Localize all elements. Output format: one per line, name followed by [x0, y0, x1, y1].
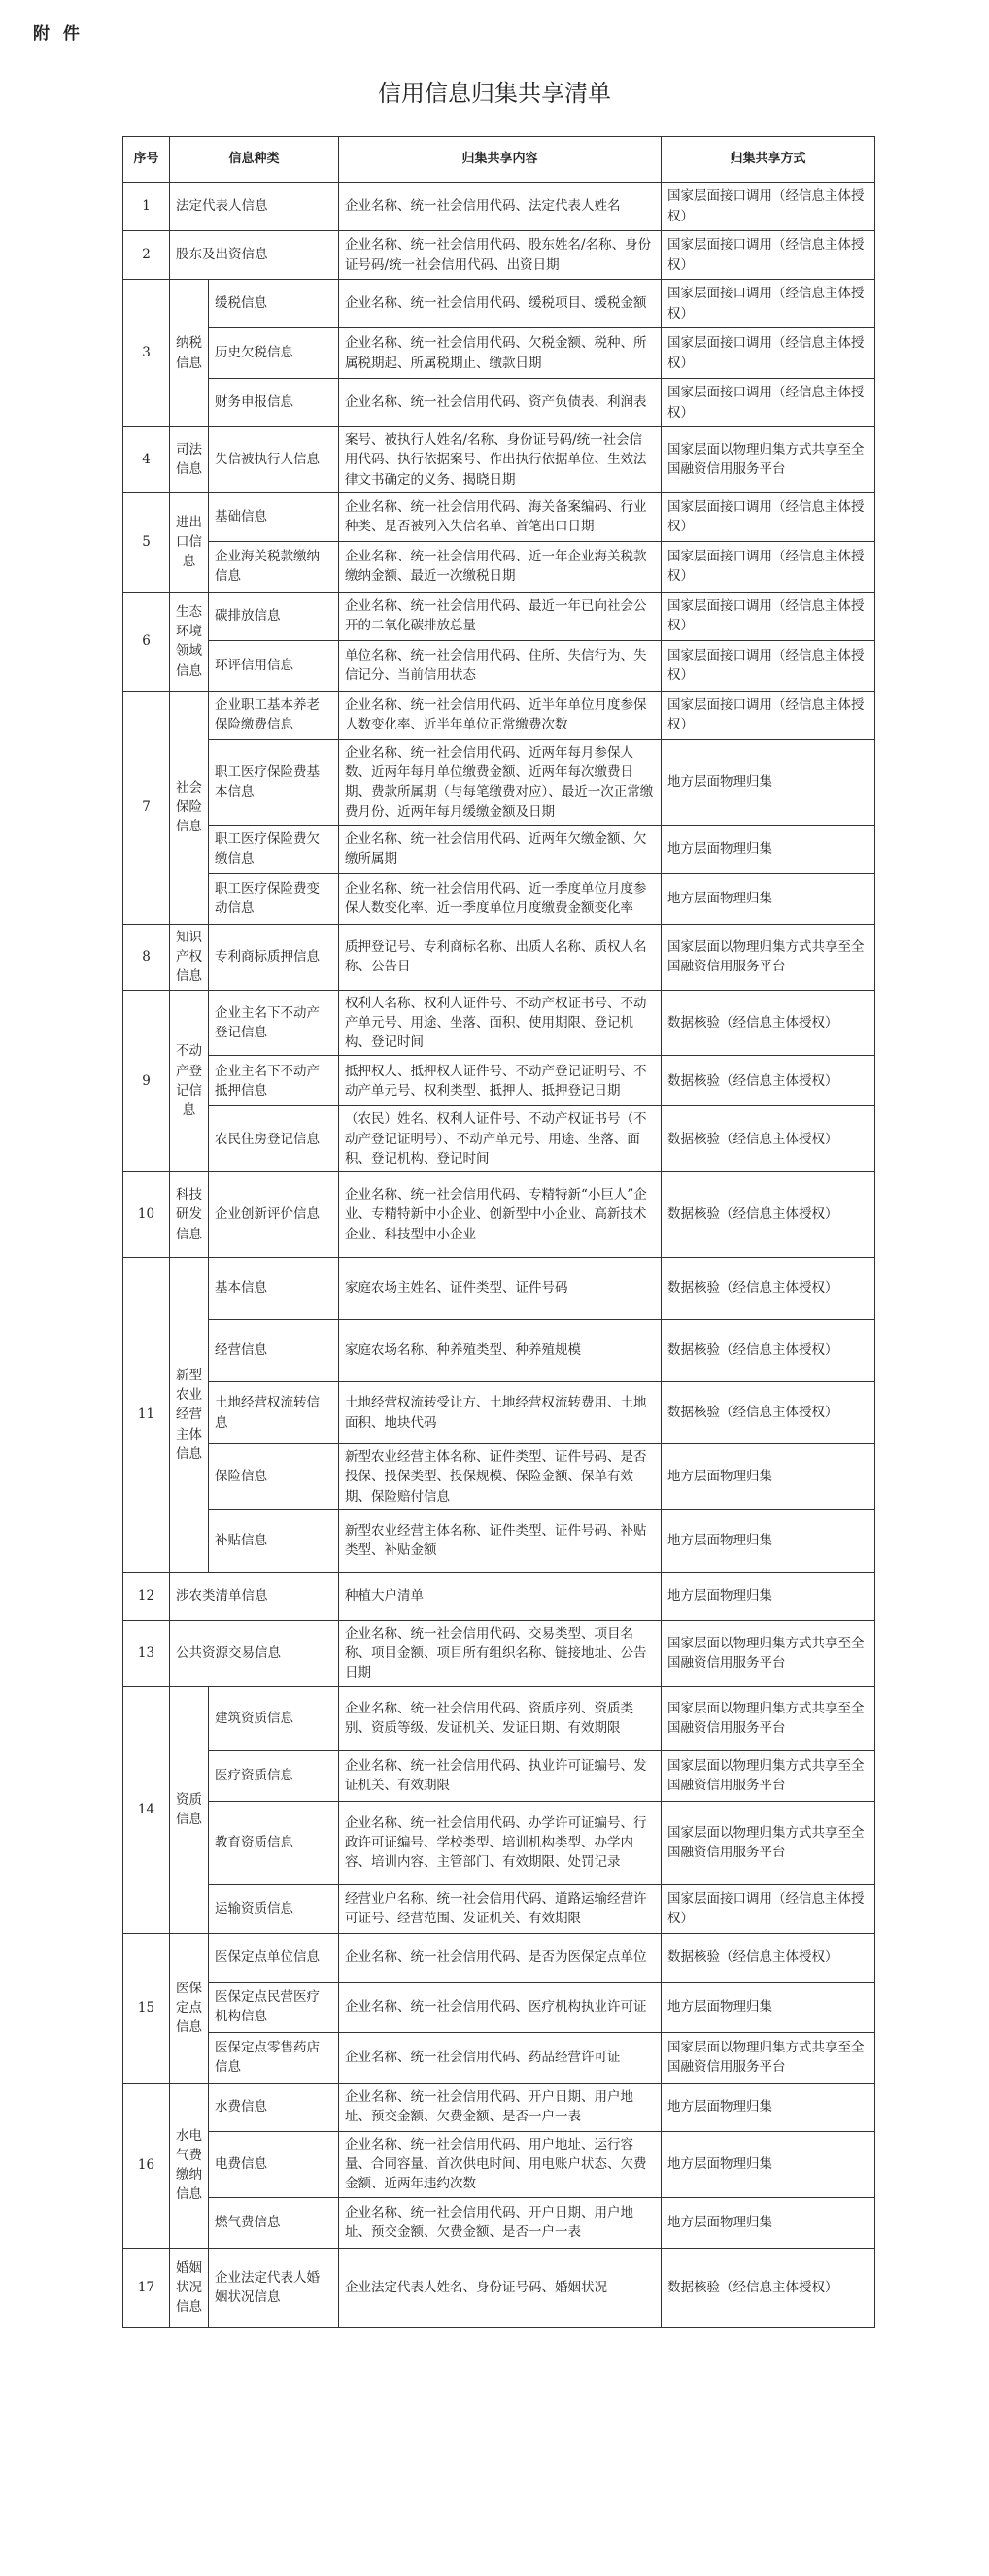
info-subtype: 企业主名下不动产抵押信息 — [209, 1056, 339, 1106]
share-content: 抵押权人、抵押权人证件号、不动产登记证明号、不动产单元号、权利类型、抵押人、抵押登记日期 — [339, 1056, 662, 1106]
row-number: 4 — [123, 427, 170, 493]
share-method: 国家层面以物理归集方式共享至全国融资信用服务平台 — [662, 1801, 875, 1884]
share-content: 单位名称、统一社会信用代码、住所、失信行为、失信记分、当前信用状态 — [339, 640, 662, 691]
share-content: 企业名称、统一社会信用代码、股东姓名/名称、身份证号码/统一社会信用代码、出资日期 — [339, 231, 662, 280]
info-type: 涉农类清单信息 — [170, 1572, 339, 1620]
info-category: 新型农业经营主体信息 — [170, 1258, 209, 1573]
table-row — [123, 231, 875, 280]
share-method: 国家层面接口调用（经信息主体授权） — [662, 280, 875, 328]
info-subtype: 历史欠税信息 — [209, 328, 339, 379]
share-method: 数据核验（经信息主体授权） — [662, 1056, 875, 1106]
share-content: 新型农业经营主体名称、证件类型、证件号码、是否投保、投保类型、投保规模、保险金额、保单有效期、保险赔付信息 — [339, 1444, 662, 1510]
share-content: 企业法定代表人姓名、身份证号码、婚姻状况 — [339, 2248, 662, 2327]
share-content: 案号、被执行人姓名/名称、身份证号码/统一社会信用代码、执行依据案号、作出执行依据单位、生效法律文书确定的义务、揭晓日期 — [339, 427, 662, 493]
share-content: 企业名称、统一社会信用代码、资产负债表、利润表 — [339, 379, 662, 427]
table-row — [123, 2083, 875, 2131]
row-number: 15 — [123, 1933, 170, 2083]
info-subtype: 土地经营权流转信息 — [209, 1382, 339, 1444]
share-content: 企业名称、统一社会信用代码、最近一年已向社会公开的二氧化碳排放总量 — [339, 592, 662, 640]
share-content: 企业名称、统一社会信用代码、海关备案编码、行业种类、是否被列入失信名单、首笔出口日期 — [339, 492, 662, 541]
share-method: 数据核验（经信息主体授权） — [662, 1172, 875, 1258]
info-subtype: 职工医疗保险费变动信息 — [209, 873, 339, 924]
share-method: 地方层面物理归集 — [662, 873, 875, 924]
info-subtype: 建筑资质信息 — [209, 1686, 339, 1750]
share-content: 企业名称、统一社会信用代码、近一季度单位月度参保人数变化率、近一季度单位月度缴费金额变化率 — [339, 873, 662, 924]
info-subtype: 职工医疗保险费欠缴信息 — [209, 825, 339, 873]
share-method: 数据核验（经信息主体授权） — [662, 1933, 875, 1982]
info-category: 水电气费缴纳信息 — [170, 2083, 209, 2248]
share-method: 地方层面物理归集 — [662, 2197, 875, 2248]
share-content: 质押登记号、专利商标名称、出质人名称、质权人名称、公告日 — [339, 924, 662, 990]
info-type: 公共资源交易信息 — [170, 1620, 339, 1686]
table-row — [123, 640, 875, 691]
info-subtype: 燃气费信息 — [209, 2197, 339, 2248]
table-row — [123, 1444, 875, 1510]
row-number: 8 — [123, 924, 170, 990]
share-content: 土地经营权流转受让方、土地经营权流转费用、土地面积、地块代码 — [339, 1382, 662, 1444]
info-category: 司法信息 — [170, 427, 209, 493]
table-row — [123, 1686, 875, 1750]
header-method: 归集共享方式 — [662, 137, 875, 183]
share-method: 国家层面接口调用（经信息主体授权） — [662, 231, 875, 280]
share-method: 国家层面以物理归集方式共享至全国融资信用服务平台 — [662, 924, 875, 990]
table-row — [123, 1572, 875, 1620]
info-subtype: 企业创新评价信息 — [209, 1172, 339, 1258]
info-subtype: 基本信息 — [209, 1258, 339, 1320]
table-row — [123, 541, 875, 592]
info-type: 股东及出资信息 — [170, 231, 339, 280]
header-content: 归集共享内容 — [339, 137, 662, 183]
info-category: 资质信息 — [170, 1686, 209, 1933]
info-subtype: 电费信息 — [209, 2131, 339, 2197]
info-subtype: 企业主名下不动产登记信息 — [209, 990, 339, 1056]
row-number: 9 — [123, 990, 170, 1172]
table-row — [123, 2032, 875, 2083]
share-method: 地方层面物理归集 — [662, 1444, 875, 1510]
table-row — [123, 1982, 875, 2032]
info-category: 婚姻状况信息 — [170, 2248, 209, 2327]
header-type: 信息种类 — [170, 137, 339, 183]
share-method: 地方层面物理归集 — [662, 2131, 875, 2197]
info-subtype: 职工医疗保险费基本信息 — [209, 739, 339, 825]
share-method: 数据核验（经信息主体授权） — [662, 1106, 875, 1172]
info-category: 生态环境领域信息 — [170, 592, 209, 691]
table-row — [123, 1620, 875, 1686]
info-subtype: 医疗资质信息 — [209, 1750, 339, 1801]
share-method: 国家层面接口调用（经信息主体授权） — [662, 379, 875, 427]
info-subtype: 水费信息 — [209, 2083, 339, 2131]
info-subtype: 医保定点单位信息 — [209, 1933, 339, 1982]
share-content: 企业名称、统一社会信用代码、交易类型、项目名称、项目金额、项目所有组织名称、链接地址、公告日期 — [339, 1620, 662, 1686]
table-row — [123, 924, 875, 990]
attachment-label: 附 件 — [33, 24, 84, 44]
share-method: 数据核验（经信息主体授权） — [662, 990, 875, 1056]
info-subtype: 碳排放信息 — [209, 592, 339, 640]
row-number: 6 — [123, 592, 170, 691]
credit-info-table — [122, 136, 875, 2328]
table-row — [123, 379, 875, 427]
share-content: 企业名称、统一社会信用代码、是否为医保定点单位 — [339, 1933, 662, 1982]
header-no: 序号 — [123, 137, 170, 183]
info-subtype: 保险信息 — [209, 1444, 339, 1510]
share-method: 国家层面接口调用（经信息主体授权） — [662, 592, 875, 640]
info-subtype: 财务申报信息 — [209, 379, 339, 427]
table-row — [123, 1801, 875, 1884]
table-row — [123, 1056, 875, 1106]
info-subtype: 运输资质信息 — [209, 1884, 339, 1933]
share-content: 企业名称、统一社会信用代码、开户日期、用户地址、预交金额、欠费金额、是否一户一表 — [339, 2083, 662, 2131]
share-content: 企业名称、统一社会信用代码、药品经营许可证 — [339, 2032, 662, 2083]
share-method: 国家层面接口调用（经信息主体授权） — [662, 640, 875, 691]
share-content: 企业名称、统一社会信用代码、执业许可证编号、发证机关、有效期限 — [339, 1750, 662, 1801]
table-row — [123, 691, 875, 739]
info-category: 医保定点信息 — [170, 1933, 209, 2083]
share-method: 地方层面物理归集 — [662, 825, 875, 873]
share-content: 企业名称、统一社会信用代码、欠税金额、税种、所属税期起、所属税期止、缴款日期 — [339, 328, 662, 379]
row-number: 7 — [123, 691, 170, 924]
info-subtype: 企业职工基本养老保险缴费信息 — [209, 691, 339, 739]
info-subtype: 经营信息 — [209, 1320, 339, 1382]
info-subtype: 医保定点零售药店信息 — [209, 2032, 339, 2083]
share-content: 企业名称、统一社会信用代码、近半年单位月度参保人数变化率、近半年单位正常缴费次数 — [339, 691, 662, 739]
table-row — [123, 2197, 875, 2248]
table-row — [123, 1258, 875, 1320]
info-subtype: 补贴信息 — [209, 1509, 339, 1572]
table-row — [123, 990, 875, 1056]
table-row — [123, 592, 875, 640]
share-method: 国家层面接口调用（经信息主体授权） — [662, 328, 875, 379]
share-content: 企业名称、统一社会信用代码、专精特新“小巨人”企业、专精特新中小企业、创新型中小企业、高新技术企业、科技型中小企业 — [339, 1172, 662, 1258]
share-content: 经营业户名称、统一社会信用代码、道路运输经营许可证号、经营范围、发证机关、有效期限 — [339, 1884, 662, 1933]
info-subtype: 医保定点民营医疗机构信息 — [209, 1982, 339, 2032]
share-content: 企业名称、统一社会信用代码、资质序列、资质类别、资质等级、发证机关、发证日期、有效期限 — [339, 1686, 662, 1750]
row-number: 10 — [123, 1172, 170, 1258]
share-method: 国家层面以物理归集方式共享至全国融资信用服务平台 — [662, 427, 875, 493]
info-subtype: 失信被执行人信息 — [209, 427, 339, 493]
table-row — [123, 2248, 875, 2327]
share-content: 企业名称、统一社会信用代码、近一年企业海关税款缴纳金额、最近一次缴税日期 — [339, 541, 662, 592]
info-subtype: 环评信用信息 — [209, 640, 339, 691]
share-method: 数据核验（经信息主体授权） — [662, 1258, 875, 1320]
table-row — [123, 1382, 875, 1444]
info-subtype: 农民住房登记信息 — [209, 1106, 339, 1172]
table-row — [123, 739, 875, 825]
row-number: 1 — [123, 183, 170, 231]
share-method: 数据核验（经信息主体授权） — [662, 1320, 875, 1382]
info-type: 法定代表人信息 — [170, 183, 339, 231]
share-method: 国家层面接口调用（经信息主体授权） — [662, 183, 875, 231]
table-row — [123, 1106, 875, 1172]
row-number: 13 — [123, 1620, 170, 1686]
row-number: 14 — [123, 1686, 170, 1933]
share-method: 地方层面物理归集 — [662, 1509, 875, 1572]
table-row — [123, 492, 875, 541]
row-number: 2 — [123, 231, 170, 280]
info-subtype: 企业海关税款缴纳信息 — [209, 541, 339, 592]
table-row — [123, 1320, 875, 1382]
share-content: 企业名称、统一社会信用代码、办学许可证编号、行政许可证编号、学校类型、培训机构类型、办学内容、培训内容、主管部门、有效期限、处罚记录 — [339, 1801, 662, 1884]
info-category: 科技研发信息 — [170, 1172, 209, 1258]
share-content: 企业名称、统一社会信用代码、用户地址、运行容量、合同容量、首次供电时间、用电账户状态、欠费金额、近两年违约次数 — [339, 2131, 662, 2197]
share-content: 企业名称、统一社会信用代码、近两年每月参保人数、近两年每月单位缴费金额、近两年每次缴费日期、费款所属期（与每笔缴费对应）、最近一次正常缴费月份、近两年每月缓缴金额及日期 — [339, 739, 662, 825]
row-number: 3 — [123, 280, 170, 427]
page-title: 信用信息归集共享清单 — [378, 80, 611, 107]
table-row — [123, 2131, 875, 2197]
share-content: 种植大户清单 — [339, 1572, 662, 1620]
share-method: 地方层面物理归集 — [662, 1982, 875, 2032]
share-content: 家庭农场主姓名、证件类型、证件号码 — [339, 1258, 662, 1320]
info-subtype: 基础信息 — [209, 492, 339, 541]
row-number: 16 — [123, 2083, 170, 2248]
info-category: 进出口信息 — [170, 492, 209, 592]
info-category: 不动产登记信息 — [170, 990, 209, 1172]
info-category: 社会保险信息 — [170, 691, 209, 924]
share-content: 企业名称、统一社会信用代码、缓税项目、缓税金额 — [339, 280, 662, 328]
info-subtype: 缓税信息 — [209, 280, 339, 328]
share-method: 国家层面以物理归集方式共享至全国融资信用服务平台 — [662, 1620, 875, 1686]
row-number: 12 — [123, 1572, 170, 1620]
share-method: 地方层面物理归集 — [662, 2083, 875, 2131]
share-content: （农民）姓名、权利人证件号、不动产权证书号（不动产登记证明号）、不动产单元号、用途、坐落、面积、登记机构、登记时间 — [339, 1106, 662, 1172]
share-method: 数据核验（经信息主体授权） — [662, 1382, 875, 1444]
table-row — [123, 328, 875, 379]
table-row — [123, 1933, 875, 1982]
share-method: 国家层面接口调用（经信息主体授权） — [662, 492, 875, 541]
info-category: 知识产权信息 — [170, 924, 209, 990]
row-number: 5 — [123, 492, 170, 592]
row-number: 17 — [123, 2248, 170, 2327]
share-content: 家庭农场名称、种养殖类型、种养殖规模 — [339, 1320, 662, 1382]
share-method: 地方层面物理归集 — [662, 1572, 875, 1620]
share-content: 权利人名称、权利人证件号、不动产权证书号、不动产单元号、用途、坐落、面积、使用期限、登记机构、登记时间 — [339, 990, 662, 1056]
share-method: 国家层面接口调用（经信息主体授权） — [662, 541, 875, 592]
share-method: 国家层面以物理归集方式共享至全国融资信用服务平台 — [662, 2032, 875, 2083]
table-row — [123, 1172, 875, 1258]
share-content: 企业名称、统一社会信用代码、医疗机构执业许可证 — [339, 1982, 662, 2032]
share-method: 国家层面接口调用（经信息主体授权） — [662, 1884, 875, 1933]
table-row — [123, 873, 875, 924]
info-subtype: 企业法定代表人婚姻状况信息 — [209, 2248, 339, 2327]
share-content: 企业名称、统一社会信用代码、近两年欠缴金额、欠缴所属期 — [339, 825, 662, 873]
info-subtype: 教育资质信息 — [209, 1801, 339, 1884]
table-row — [123, 825, 875, 873]
table-row — [123, 1509, 875, 1572]
row-number: 11 — [123, 1258, 170, 1573]
share-method: 地方层面物理归集 — [662, 739, 875, 825]
share-method: 国家层面接口调用（经信息主体授权） — [662, 691, 875, 739]
info-subtype: 专利商标质押信息 — [209, 924, 339, 990]
table-row — [123, 427, 875, 493]
share-content: 新型农业经营主体名称、证件类型、证件号码、补贴类型、补贴金额 — [339, 1509, 662, 1572]
table-row — [123, 1750, 875, 1801]
share-method: 国家层面以物理归集方式共享至全国融资信用服务平台 — [662, 1686, 875, 1750]
info-category: 纳税信息 — [170, 280, 209, 427]
table-header-row — [123, 137, 875, 183]
table-row — [123, 280, 875, 328]
table-row — [123, 183, 875, 231]
share-method: 国家层面以物理归集方式共享至全国融资信用服务平台 — [662, 1750, 875, 1801]
share-content: 企业名称、统一社会信用代码、开户日期、用户地址、预交金额、欠费金额、是否一户一表 — [339, 2197, 662, 2248]
share-method: 数据核验（经信息主体授权） — [662, 2248, 875, 2327]
share-content: 企业名称、统一社会信用代码、法定代表人姓名 — [339, 183, 662, 231]
table-row — [123, 1884, 875, 1933]
